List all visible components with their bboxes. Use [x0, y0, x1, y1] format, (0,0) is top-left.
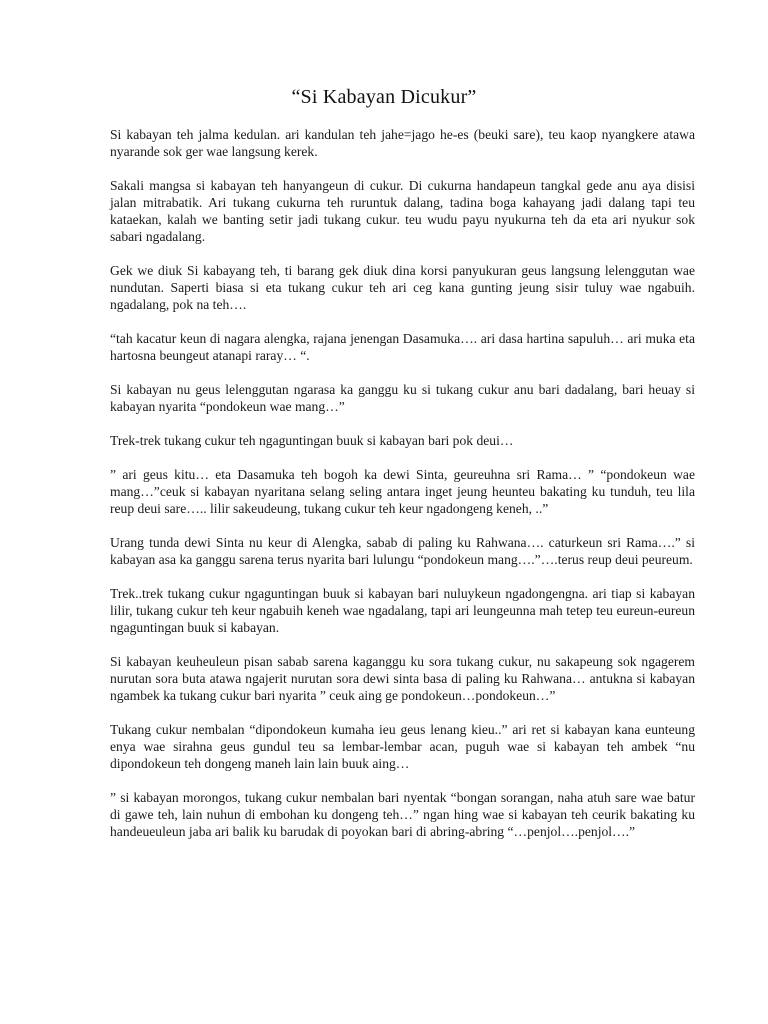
paragraph: ” si kabayan morongos, tukang cukur nembalan bari nyentak “bongan sorangan, naha atuh sare wae batur di gawe teh, lain nuhun di embohan ku dongeng teh…” ngan hing wae si kabayan teh ceurik bakating ku handeueuleun jaba ari balik ku barudak di poyokan bari di abring-abring “…penjol….penjol….”: [110, 790, 695, 839]
paragraph: Si kabayan teh jalma kedulan. ari kandulan teh jahe=jago he-es (beuki sare), teu kaop nyangkere atawa nyarande sok ger wae langsung kerek.: [110, 127, 695, 159]
paragraph: Trek-trek tukang cukur teh ngaguntingan buuk si kabayan bari pok deui…: [110, 433, 514, 448]
paragraph: Si kabayan keuheuleun pisan sabab sarena kaganggu ku sora tukang cukur, nu sakapeung sok ngagerem nurutan sora buta atawa ngajerit nurutan sora dewi sinta basa di paling ku Rahwana… antukna si kabayan ngambek ka tukang cukur bari nyarita ” ceuk aing ge pondokeun…pondokeun…”: [110, 654, 695, 703]
document-title: “Si Kabayan Dicukur”: [291, 86, 477, 108]
paragraph: Urang tunda dewi Sinta nu keur di Alengka, sabab di paling ku Rahwana…. caturkeun sri Rama….” si kabayan asa ka ganggu sarena terus nyarita bari lulungu “pondokeun mang….”….terus reup deui peureum.: [110, 535, 695, 567]
paragraph: Sakali mangsa si kabayan teh hanyangeun di cukur. Di cukurna handapeun tangkal gede anu aya disisi jalan mitrabatik. Ari tukang cukurna teh ruruntuk dalang, tadina boga kahayang jadi dalang tapi teu kataekan, kalah we banting setir jadi tukang cukur. teu wudu payu nyukurna teh da eta ari nyukur sok sabari ngadalang.: [110, 178, 695, 244]
paragraph: ” ari geus kitu… eta Dasamuka teh bogoh ka dewi Sinta, geureuhna sri Rama… ” “pondokeun wae mang…”ceuk si kabayan nyaritana selang seling antara inget jeung heunteu bakating ku tunduh, teu lila reup deui sare….. lilir sakeudeung, tukang cukur teh keur ngadongeng keneh, ..”: [110, 467, 695, 516]
paragraph: “tah kacatur keun di nagara alengka, rajana jenengan Dasamuka…. ari dasa hartina sapuluh… ari muka eta hartosna beungeut atanapi raray… “.: [110, 331, 695, 363]
document-body: [110, 126, 695, 857]
paragraph: Tukang cukur nembalan “dipondokeun kumaha ieu geus lenang kieu..” ari ret si kabayan kana eunteung enya wae sirahna geus gundul teu sa lembar-lembar acan, puguh wae si kabayan teh ambek “nu dipondokeun teh dongeng maneh lain lain buuk aing…: [110, 722, 695, 771]
paragraph: Gek we diuk Si kabayang teh, ti barang gek diuk dina korsi panyukuran geus langsung lelenggutan wae nundutan. Saperti biasa si eta tukang cukur teh ari ceg kana gunting jeung sisir tuluy wae ngabuih. ngadalang, pok na teh….: [110, 263, 695, 312]
paragraph: Trek..trek tukang cukur ngaguntingan buuk si kabayan bari nuluykeun ngadongengna. ari tiap si kabayan lilir, tukang cukur teh keur ngabuih keneh wae ngadalang, tapi ari leungeunna mah tetep teu eureun-eureun ngaguntingan buuk si kabayan.: [110, 586, 695, 635]
paragraph: Si kabayan nu geus lelenggutan ngarasa ka ganggu ku si tukang cukur anu bari dadalang, bari heuay si kabayan nyarita “pondokeun wae mang…”: [110, 382, 695, 414]
